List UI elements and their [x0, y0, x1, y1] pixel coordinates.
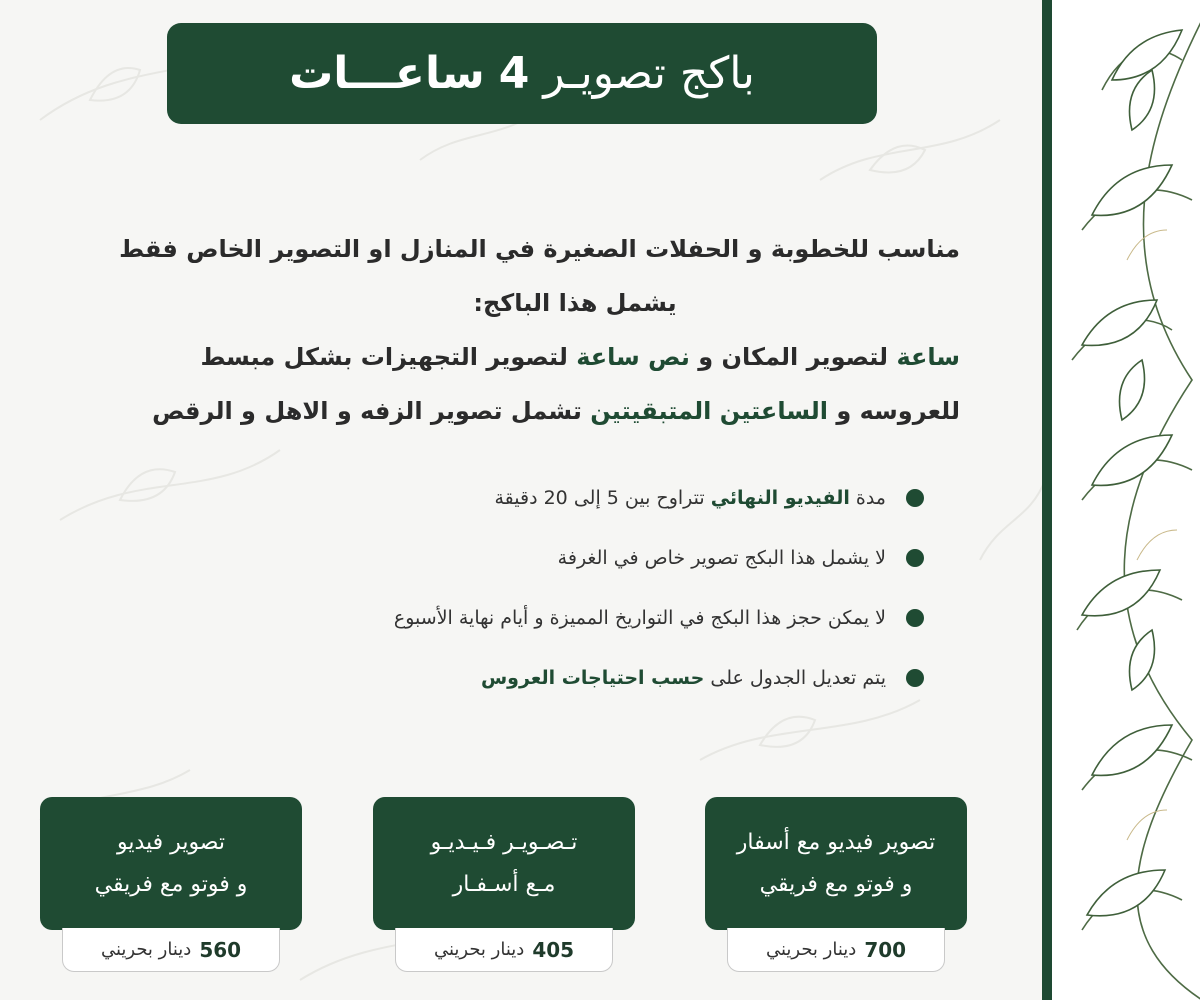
intro-line-3 [80, 330, 960, 384]
list-item-text [394, 607, 886, 629]
package-card-video-photo-asfar[interactable] [705, 797, 967, 972]
package-price [727, 928, 945, 972]
package-description [80, 222, 960, 438]
title-number: 4 [498, 48, 530, 99]
package-card-body [40, 797, 302, 930]
list-item [224, 648, 924, 708]
intro-line-3-text-d: لتصوير التجهيزات بشكل مبسط [200, 343, 577, 371]
intro-line-3-text-b: لتصوير المكان و [689, 343, 897, 371]
list-item-text-bold: حسب احتياجات العروس [480, 667, 705, 689]
leaf-vine-decoration [1042, 0, 1200, 1000]
intro-line-1: مناسب للخطوبة و الحفلات الصغيرة في المنازل او التصوير الخاص فقط [119, 235, 960, 263]
bullet-dot-icon [906, 489, 924, 507]
conditions-list [224, 468, 924, 708]
package-line-2: و فوتو مع فريقي [759, 871, 913, 897]
list-item-text-after: تتراوح بين 5 إلى 20 دقيقة [494, 487, 711, 509]
price-currency: دينار بحريني [100, 939, 192, 960]
price-currency: دينار بحريني [765, 939, 857, 960]
intro-line-4 [80, 384, 960, 438]
package-card-body [373, 797, 635, 930]
package-line-2: مـع أسـفـار [452, 871, 556, 897]
price-amount: 405 [532, 937, 575, 962]
package-card-video-asfar[interactable] [373, 797, 635, 972]
intro-line-2: يشمل هذا الباكج: [473, 289, 677, 317]
bullet-dot-icon [906, 609, 924, 627]
package-line-1: تصوير فيديو مع أسفار [736, 829, 936, 855]
package-card-video-photo-team[interactable] [40, 797, 302, 972]
package-line-2: و فوتو مع فريقي [94, 871, 248, 897]
title-prefix: باكج تصويـر [543, 48, 755, 99]
package-price [395, 928, 613, 972]
intro-line-4-highlight-b: الساعتين المتبقيتين [590, 397, 828, 425]
list-item-text-before: يتم تعديل الجدول على [704, 667, 886, 689]
list-item-text [494, 487, 886, 509]
list-item-text-before: لا يمكن حجز هذا البكج في التواريخ المميزة و أيام نهاية الأسبوع [393, 607, 886, 629]
bullet-dot-icon [906, 549, 924, 567]
list-item [224, 468, 924, 528]
price-amount: 700 [864, 937, 907, 962]
page-title [167, 23, 877, 124]
list-item-text [558, 547, 886, 569]
price-amount: 560 [199, 937, 242, 962]
list-item-text-before: مدة [849, 487, 886, 509]
intro-line-3-highlight-c: نص ساعة [576, 343, 690, 371]
package-line-1: تصوير فيديو [117, 829, 226, 855]
list-item-text-before: لا يشمل هذا البكج تصوير خاص في الغرفة [557, 547, 886, 569]
title-suffix: ساعـــات [289, 48, 485, 99]
package-price [62, 928, 280, 972]
list-item-text [481, 667, 886, 689]
intro-line-3-highlight-a: ساعة [896, 343, 960, 371]
list-item-text-bold: الفيديو النهائي [710, 487, 850, 509]
package-line-1: تـصـويـر فـيـديـو [430, 829, 578, 855]
list-item [224, 528, 924, 588]
bullet-dot-icon [906, 669, 924, 687]
intro-line-4-text-a: للعروسه و [828, 397, 960, 425]
intro-line-4-text-c: تشمل تصوير الزفه و الاهل و الرقص [152, 397, 591, 425]
list-item [224, 588, 924, 648]
package-card-body [705, 797, 967, 930]
price-currency: دينار بحريني [433, 939, 525, 960]
